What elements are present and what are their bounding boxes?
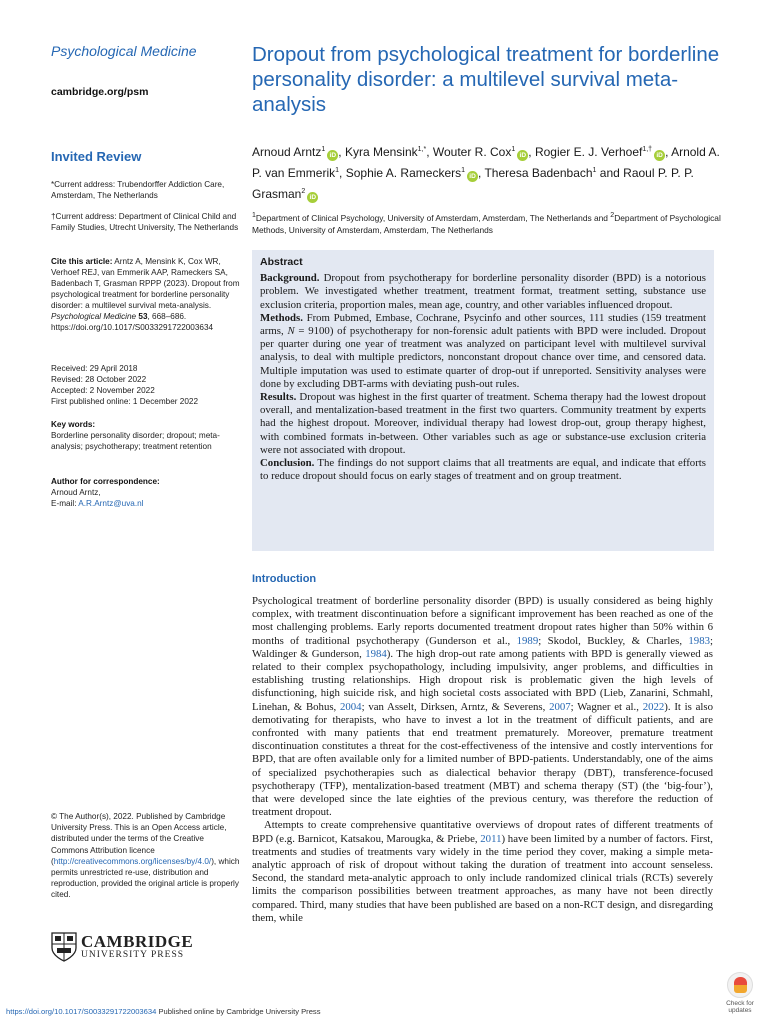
correspondence — [51, 476, 241, 509]
author-6[interactable]: Sophie A. Rameckers$^1$iD — [346, 166, 478, 180]
author-2[interactable]: Kyra Mensink$^{1,*}$ — [344, 145, 427, 159]
ref-link[interactable]: 1989 — [516, 634, 539, 647]
paragraph-1: Psychological treatment of borderline personality disorder (BPD) is usually considered as being highly complex, with treatment discontinuation before a significant improvement has been reached as one of the most challenging problems. Early reports documented treatment dropout rates higher than 50% within 6 months of traditional psychotherapy (Gunderson et al., 1989; Skodol, Buckley, & Charles, 1983; Waldinger & Gunderson, 1984). The high drop-out rate among patients with BPD is generally viewed as related to their complex psychopathology, including impulsivity, anger problems, and difficulties in establishing trusting relationships. High dropout risk is problematic given the high levels of disfunctioning, high suicide risk, and high societal costs associated with BPD (Lieb, Zanarini, Schmahl, Linehan, & Bohus, 2004; van Asselt, Dirksen, Arntz, & Severens, 2007; Wagner et al., 2022). It is also demotivating for therapists, who have to invest a lot in the treatment of difficult patients, and are confronted with many patients that end treatment prematurely. Moreover, premature treatment discontinuation constitutes a threat for the cost-effectiveness of the intensive and costly interventions for BPD, that are often available only for a limited number of BPD-patients. Understandably, one of the aims of specialized psychotherapies such as dialectical behavior therapy (DBT), transference-focused psychotherapy (TFP), mentalization-based treatment (MBT) and schema therapy (ST) (the ‘big-four’), that were developed since the late eighties of the previous century, was therefore the reduction of treatment dropout. — [252, 595, 713, 819]
dates — [51, 363, 241, 407]
section-heading-introduction: Introduction — [252, 573, 317, 585]
author-3[interactable]: Wouter R. Cox$^1$iD — [433, 145, 528, 159]
abstract-results: Results. Dropout was highest in the first quarter of treatment. Schema therapy had the lowest dropout overall, and mentalization-based treatment in the first two quarters. Community treatment by experts had the highest dropout. Moreover, individual therapy had lowest drop-out, group therapy highest, with combined formats in-between. Other variables such as age or substance-use exclusion criteria were not associated with dropout. — [260, 391, 706, 456]
affiliations: $^1$Department of Clinical Psychology, University of Amsterdam, Amsterdam, The Netherlands and $^2$Department of Psychological Methods, University of Amsterdam, Amsterdam, The Netherlands — [252, 212, 721, 235]
citation-label: Cite this article: — [51, 257, 113, 266]
article-type: Invited Review — [51, 149, 142, 164]
page-footer: https://doi.org/10.1017/S0033291722003634 Published online by Cambridge University Press — [6, 1007, 321, 1016]
check-for-updates-label: Check for updates — [726, 1000, 754, 1014]
abstract-heading: Abstract — [260, 256, 303, 268]
correspondence-label: Author for correspondence: — [51, 477, 160, 486]
journal-name[interactable]: Psychological Medicine — [51, 43, 197, 59]
date-received: Received: 29 April 2018 — [51, 364, 138, 373]
abstract-background: Background. Dropout from psychotherapy for borderline personality disorder (BPD) is a notorious problem. We investigated whether treatment, treatment format, treatment setting, substance use exclusion criteria, proportion males, mean age, country, and other variables influenced dropout. — [260, 272, 706, 311]
citation-volume: 53 — [138, 312, 148, 321]
license-link[interactable]: http://creativecommons.org/licenses/by/4.0/ — [53, 856, 212, 866]
correspondence-name: Arnoud Arntz, — [51, 488, 101, 497]
date-accepted: Accepted: 2 November 2022 — [51, 386, 155, 395]
author-list: Arnoud Arntz$^1$iD , Kyra Mensink$^{1,*}$, Wouter R. Cox$^1$iD , Rogier E. J. Verhoef$^{1,\dagger}$iD , Arnold A. P. van Emmerik$^1$, Sophie A. Rameckers$^1$iD , Theresa Badenbach$^1$ and Raoul P. P. P. Grasman$^2$iD — [252, 145, 720, 201]
author-1[interactable]: Arnoud Arntz$^1$iD — [252, 145, 338, 159]
orcid-icon[interactable]: iD — [654, 150, 665, 161]
citation — [51, 256, 241, 333]
author-4[interactable]: Rogier E. J. Verhoef$^{1,\dagger}$iD — [535, 145, 665, 159]
ref-link[interactable]: 2011 — [480, 832, 502, 845]
author-8[interactable]: Raoul P. P. P. Grasman$^2$iD — [252, 166, 694, 201]
date-revised: Revised: 28 October 2022 — [51, 375, 147, 384]
copyright-notice: © The Author(s), 2022. Published by Cambridge University Press. This is an Open Access article, distributed under the terms of the Creative Commons Attribution licence (http://creativecommons.org/licenses/by/4.0/), which permits unrestricted re-use, distribution and reproduction, provided the original article is properly cited. — [51, 812, 240, 900]
paragraph-2: Attempts to create comprehensive quantitative overviews of dropout rates of different treatments of BPD (e.g. Barnicot, Katsakou, Marougka, & Priebe, 2011) have been limited by a number of factors. First, treatments and studies of treatments vary widely in the time period they cover, making a simple meta-analytic approach of risk of dropout without taking the duration of treatment into account senseless. Second, the standard meta-analytic approach to only include randomized clinical trials (RCTs) severely limits the comparison possibilities between treatment approaches, as many have not been directly compared. Third, many studies that have been published are based on a non-RCT design, and disregarding them, while — [252, 819, 713, 924]
logo-text-1: CAMBRIDGE — [81, 932, 194, 951]
ref-link[interactable]: 1983 — [688, 634, 710, 647]
author-note-2: †Current address: Department of Clinical Child and Family Studies, Utrecht University, The Netherlands — [51, 212, 239, 232]
cambridge-logo[interactable] — [51, 932, 194, 962]
journal-url[interactable]: cambridge.org/psm — [51, 86, 149, 98]
introduction-body — [252, 595, 713, 925]
abstract-box — [252, 250, 714, 551]
article-title: Dropout from psychological treatment for borderline personality disorder: a multilevel survival meta-analysis — [252, 43, 720, 116]
orcid-icon[interactable]: iD — [467, 171, 478, 182]
author-7[interactable]: Theresa Badenbach$^1$ — [484, 166, 597, 180]
keywords-text: Borderline personality disorder; dropout; meta-analysis; psychotherapy; treatment retention — [51, 431, 220, 451]
citation-tail[interactable]: , 668–686. https://doi.org/10.1017/S0033291722003634 — [51, 312, 214, 332]
keywords-label: Key words: — [51, 420, 96, 429]
ref-link[interactable]: 2022 — [642, 700, 665, 713]
ref-link[interactable]: 2004 — [339, 700, 362, 713]
correspondence-email-label: E-mail: — [51, 499, 79, 508]
author-5[interactable]: Arnold A. P. van Emmerik$^1$ — [252, 145, 720, 180]
abstract-conclusion: Conclusion. The findings do not support claims that all treatments are equal, and indicate that efforts to reduce dropout should focus on early stages of treatment and on group treatment. — [260, 457, 706, 483]
orcid-icon[interactable]: iD — [307, 192, 318, 203]
citation-journal: Psychological Medicine — [51, 312, 137, 321]
orcid-icon[interactable]: iD — [327, 150, 338, 161]
keywords — [51, 419, 241, 452]
crest-icon — [51, 932, 77, 962]
logo-text-2: UNIVERSITY PRESS — [81, 950, 185, 960]
ref-link[interactable]: 2007 — [549, 700, 571, 713]
correspondence-email-link[interactable]: A.R.Arntz@uva.nl — [78, 499, 144, 508]
orcid-icon[interactable]: iD — [517, 150, 528, 161]
citation-text: Arntz A, Mensink K, Cox WR, Verhoef REJ, van Emmerik AAP, Rameckers SA, Badenbach T, Grasman RPPP (2023). Dropout from psychological treatment for borderline personality disorder: a multilevel survival meta-analysis. — [51, 257, 240, 310]
abstract-methods: Methods. From Pubmed, Embase, Cochrane, Psycinfo and other sources, 111 studies (159 treatment arms, N = 9100) of psychotherapy for non-forensic adult patients with BPD were included. Dropout per quarter during one year of treatment was analyzed on participant level with multilevel survival analysis, to deal with multiple predictors, nonconstant dropout chance over time, and censored data. Multiple imputation was used to estimate quarter of drop-out if unreported. Sensitivity analyses were done by excluding DBT-arms with deviating push-out rules. — [260, 311, 706, 390]
check-for-updates-button[interactable] — [718, 972, 762, 1020]
date-published: First published online: 1 December 2022 — [51, 397, 199, 406]
author-note-1: *Current address: Trubendorffer Addiction Care, Amsterdam, The Netherlands — [51, 180, 225, 200]
ref-link[interactable]: 1984 — [365, 647, 387, 660]
crossmark-icon — [727, 972, 753, 998]
doi-link[interactable]: https://doi.org/10.1017/S0033291722003634 — [6, 1007, 157, 1016]
